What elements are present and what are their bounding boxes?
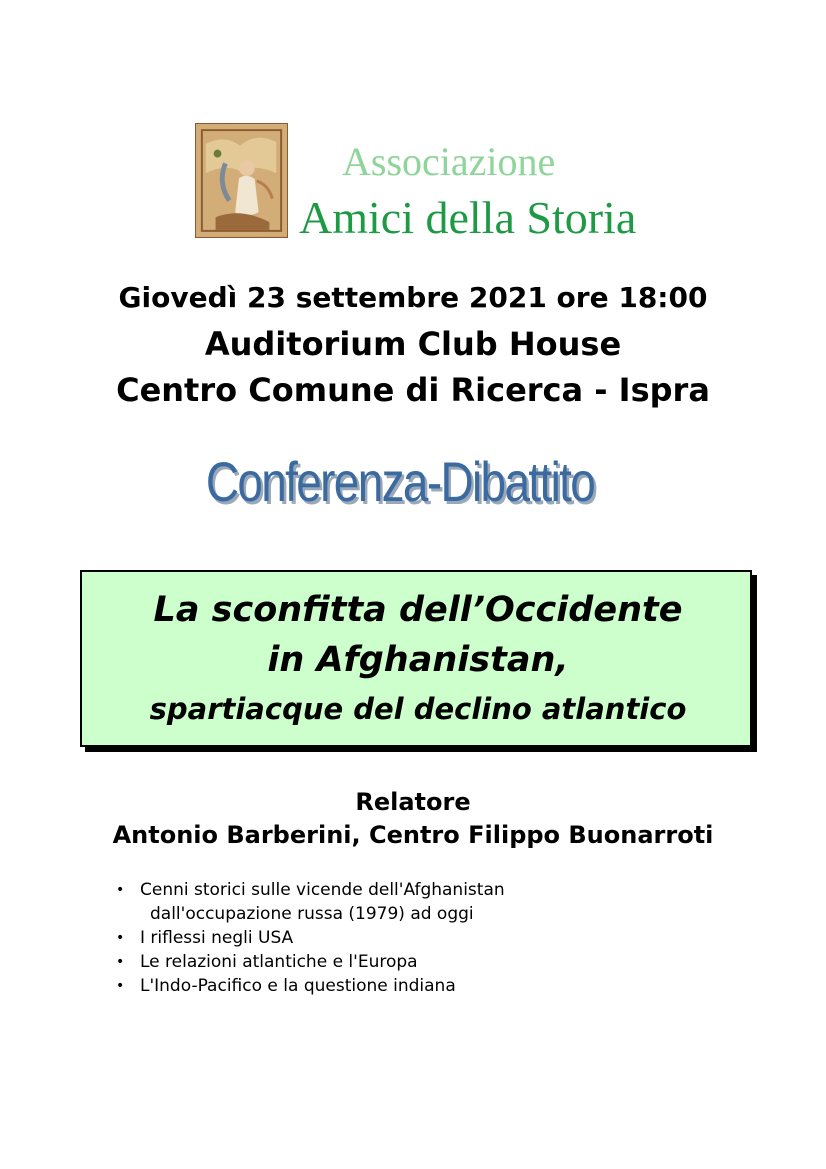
topic-text: I riflessi negli USA [140,928,294,948]
topic-text: L'Indo-Pacifico e la questione indiana [140,976,456,996]
title-line-3: spartiacque del declino atlantico [149,692,687,726]
bullet-icon: • [116,978,125,994]
topic-item [116,878,716,926]
conference-type-heading: Conferenza-Dibattito [205,450,595,513]
event-venue: Auditorium Club House [204,325,622,363]
title-line-1: La sconfitta dell’Occidente [153,590,683,630]
fresco-illustration [196,124,287,237]
topic-item [116,974,716,998]
event-location: Centro Comune di Ricerca - Ispra [116,371,710,409]
topic-text: Le relazioni atlantiche e l'Europa [140,952,418,972]
association-name-line2: Amici della Storia [299,192,637,243]
title-line-2: in Afghanistan, [267,640,569,680]
topic-item [116,926,716,950]
topics-list [116,878,716,998]
bullet-icon: • [116,930,125,946]
speaker-name: Antonio Barberini, Centro Filippo Buonarroti [112,821,714,849]
topic-text: Cenni storici sulle vicende dell'Afghanistan [140,880,505,900]
association-name-line1: Associazione [342,139,556,184]
topic-text-continued: dall'occupazione russa (1979) ad oggi [150,904,474,924]
title-box [80,570,752,747]
bullet-icon: • [116,882,125,898]
bullet-icon: • [116,954,125,970]
speaker-heading: Relatore [355,788,471,816]
logo-fresco-image [195,123,288,238]
topic-item [116,950,716,974]
event-date: Giovedì 23 settembre 2021 ore 18:00 [118,281,708,314]
